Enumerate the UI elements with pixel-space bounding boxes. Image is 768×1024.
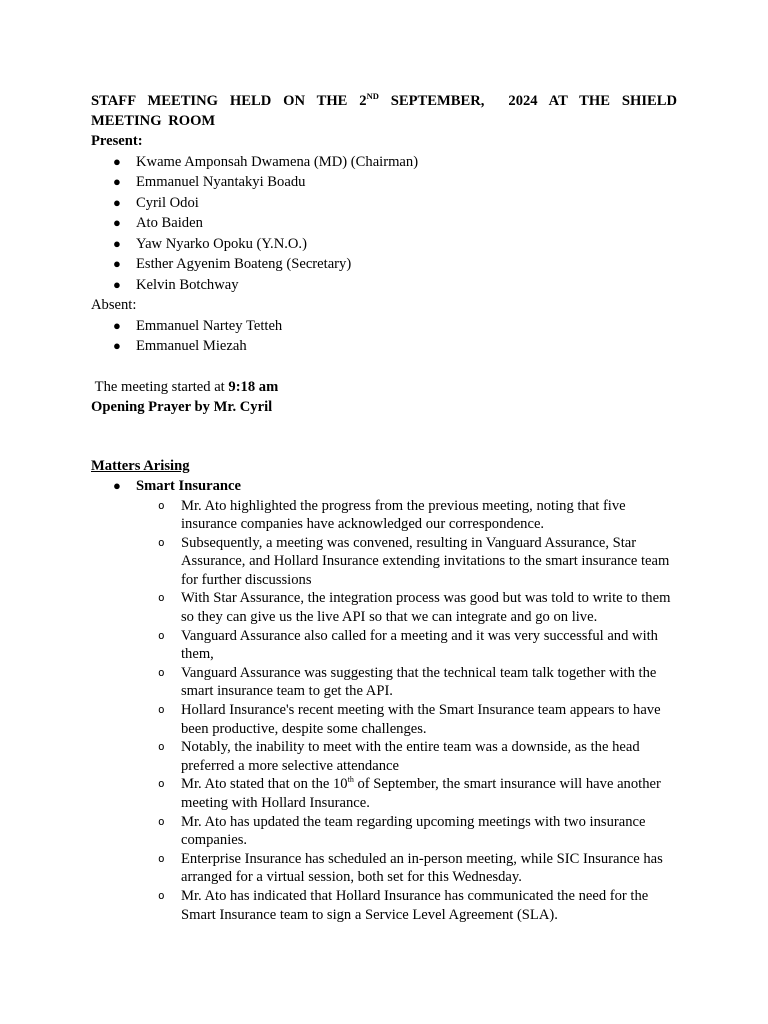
present-label: Present: (91, 133, 143, 149)
list-item: ● Esther Agyenim Boateng (Secretary) (91, 254, 677, 275)
list-item: o Mr. Ato stated that on the 10th of September, the smart insurance will have another meeting with Hollard Insurance. (158, 775, 661, 811)
bullet-icon: ● (113, 256, 121, 271)
title-part-3: 2024 AT THE SHIELD MEETING ROOM (91, 93, 678, 129)
matters-list (91, 476, 677, 497)
sub-bullet-icon: o (158, 535, 165, 549)
sub-bullet-icon: o (158, 888, 165, 902)
sub-bullet-icon: o (158, 777, 165, 791)
list-item: ● Kwame Amponsah Dwamena (MD) (Chairman) (91, 152, 677, 173)
list-item: o Vanguard Assurance was suggesting that the technical team talk together with the smart insurance team to get the API. (158, 664, 657, 700)
sub-bullet-icon: o (158, 498, 165, 512)
absent-list (91, 316, 677, 357)
meeting-start (91, 377, 677, 398)
title-superscript: ND (366, 91, 379, 101)
topic-smart-insurance: Smart Insurance (136, 478, 241, 494)
list-item: o Mr. Ato highlighted the progress from the previous meeting, noting that five insurance companies have acknowledged our correspondence. (158, 497, 626, 533)
sub-bullet-icon: o (158, 740, 165, 754)
list-item: o Mr. Ato has indicated that Hollard Insurance has communicated the need for the Smart Insurance team to sign a Service Level Agreement (SLA). (158, 887, 649, 923)
sub-bullet-icon: o (158, 665, 165, 679)
list-item: o Notably, the inability to meet with the entire team was a downside, as the head preferred a more selective attendance (158, 739, 640, 774)
opening-prayer: Opening Prayer by Mr. Cyril (91, 399, 273, 415)
list-item: ● Yaw Nyarko Opoku (Y.N.O.) (91, 234, 677, 255)
meeting-title (91, 91, 677, 131)
list-item: ● Kelvin Botchway (91, 275, 677, 296)
list-item: ● Ato Baiden (91, 213, 677, 234)
sub-bullet-icon: o (158, 851, 165, 865)
list-item: ● Emmanuel Nartey Tetteh (91, 316, 677, 337)
absent-label: Absent: (91, 297, 137, 313)
list-item: o With Star Assurance, the integration process was good but was told to write to them so they can give us the live API so that we can integrate and go on live. (158, 590, 671, 626)
bullet-icon: ● (113, 276, 121, 292)
sub-bullet-icon: o (158, 628, 165, 642)
list-item: o Mr. Ato has updated the team regarding upcoming meetings with two insurance companies. (158, 813, 646, 849)
bullet-icon: ● (113, 317, 121, 333)
meeting-start-time: 9:18 am (228, 378, 279, 395)
title-part-1: STAFF MEETING HELD ON THE 2 (91, 93, 367, 109)
matters-arising-heading: Matters Arising (91, 457, 190, 474)
bullet-icon: ● (113, 174, 121, 189)
present-list (91, 152, 677, 296)
list-item: o Subsequently, a meeting was convened, resulting in Vanguard Assurance, Star Assurance, and Hollard Insurance extending invitations to the smart insurance team for further discussions (158, 534, 670, 588)
title-part-2: SEPTEMBER, (378, 93, 485, 109)
list-item: o Hollard Insurance's recent meeting with the Smart Insurance team appears to have been productive, despite some challenges. (158, 702, 661, 737)
bullet-icon: ● (113, 235, 121, 251)
bullet-icon: ● (113, 153, 121, 169)
bullet-icon: ● (113, 338, 121, 353)
meeting-start-prefix: The meeting started at (94, 378, 229, 395)
sub-bullet-icon: o (158, 591, 165, 605)
sub-bullet-icon: o (158, 703, 165, 717)
list-item: ● Emmanuel Nyantakyi Boadu (91, 172, 677, 193)
bullet-icon: ● (113, 478, 121, 493)
list-item: o Vanguard Assurance also called for a meeting and it was very successful and with them, (158, 627, 658, 663)
list-item (91, 476, 677, 497)
sub-bullet-icon: o (158, 814, 165, 828)
bullet-icon: ● (113, 194, 121, 210)
smart-insurance-points (91, 497, 677, 925)
list-item: ● Emmanuel Miezah (91, 336, 677, 357)
list-item: ● Cyril Odoi (91, 193, 677, 214)
document-page (91, 91, 677, 924)
bullet-icon: ● (113, 215, 121, 230)
list-item: o Enterprise Insurance has scheduled an in-person meeting, while SIC Insurance has arranged for a virtual session, both set for this Wednesday. (158, 850, 663, 886)
